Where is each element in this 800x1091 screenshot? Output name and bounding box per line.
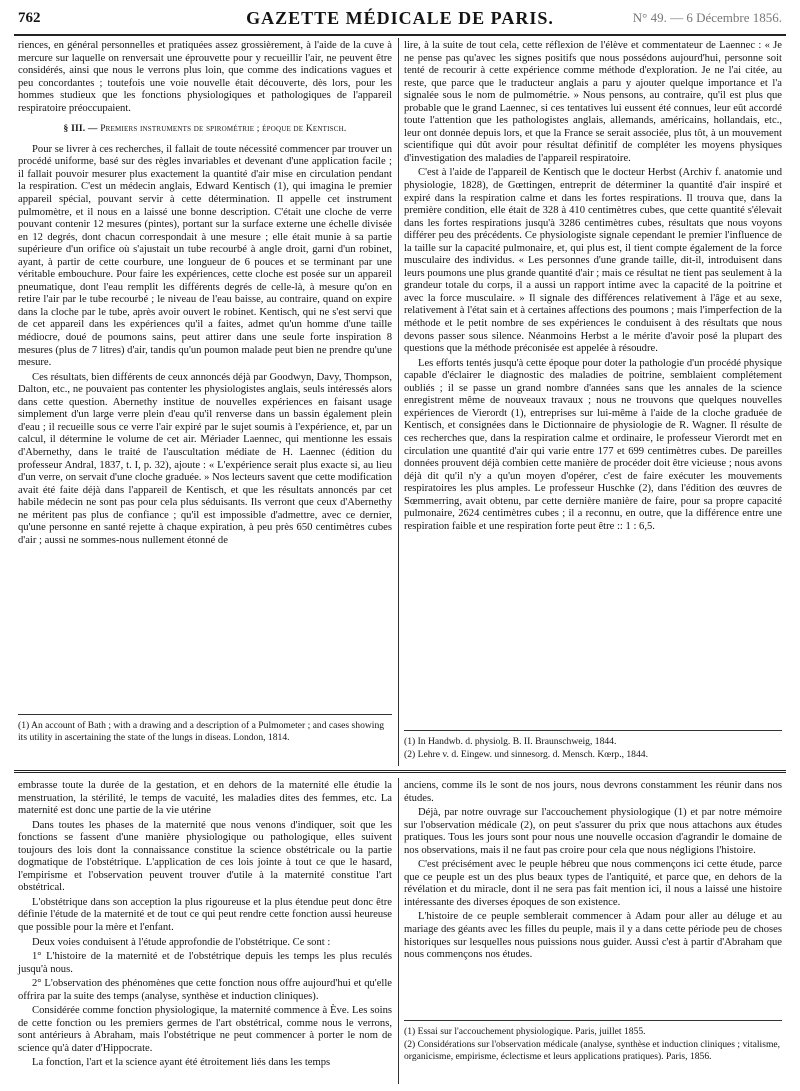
paragraph: Les efforts tentés jusqu'à cette époque pour doter la pathologie d'un procédé physique capable d'éclairer le diagnostic des maladies de poitrine, semblaient complétement oubliés ; il se passe un grand nombre d'années sans que les annales de la science enregistrent même de nouveaux travaux ; nous ne trouvons que quelques nouvelles expériences de Vierordt (1), entreprises sur lui-même à l'aide de la cloche graduée de Kentisch, et consignées dans le Dictionnaire de physiologie de R. Wagner. Il résulte de ces recherches que, dans la respiration calme et ordinaire, le professeur Vierordt met en circulation une quantité d'air qui varie entre 177 et 699 centimètres cubes. De pareilles données prouvent déjà combien cette manière de procéder doit être vicieuse ; nous avons déjà dit qu'il n'y a qu'un moyen d'opérer, c'est de faire exécuter les mouvements respiratoires les plus amples. Le professeur Huschke (2), dans l'édition des œuvres de Sœmmerring, avait obtenu, par cette dernière manière de faire, pour sa propre capacité pulmonaire, 2624 centimètres cubes ; il a reconnu, en outre, que la différence entre une respiration faible et une respiration forte peut être :: 1 : 6,5. [404, 357, 782, 532]
upper-left-footnotes [18, 714, 392, 745]
paragraph: L'histoire de ce peuple semblerait commencer à Adam pour aller au déluge et au mariage des géants avec les filles du peuple, mais il y a dans cette période peu de choses historiques sur lesquelles nous puissions nous guider. Aussi c'est à partir d'Abraham que nous commençons nos études. [404, 911, 782, 961]
paragraph: Ces résultats, bien différents de ceux annoncés déjà par Goodwyn, Davy, Thompson, Dalton, etc., ne pouvaient pas contenter les physiologistes anglais, seuls intéressés alors dans cette question. Abernethy institue de nouvelles expériences en faisant usage simplement d'un large verre plein d'eau qu'il renverse dans un bassin également plein d'eau ; il recueille sous ce verre l'air expiré par le sujet soumis à l'expérience, et, par un calcul, il détermine le volume de cet air. Mériader Laennec, qui mentionne les essais d'Abernethy, dans le traité de l'auscultation médiate de H. Laennec (édition du professeur Andral, 1837, t. I, p. 32), ajoute : « L'expérience serait plus exacte si, au lieu d'un verre, on servait d'une cloche graduée. » Nos lecteurs savent que cette modification avait été faite déjà dans l'appareil de Kentisch, et que les résultats annoncés par cet habile médecin ne sont pas pour cela plus séduisants. Ils verront que ceux d'Abernethy ne méritent pas plus de confiance ; qu'il est impossible d'admettre, avec ce dernier, qu'une personne en santé rejette à chaque expiration, à peu près 650 centimètres cubes d'air ; aussi ne sommes-nous nullement étonné de [18, 371, 392, 546]
paragraph: 1° L'histoire de la maternité et de l'obstétrique depuis les temps les plus reculés jusqu'à nous. [18, 951, 392, 975]
column-divider [398, 778, 399, 1084]
paragraph: anciens, comme ils le sont de nos jours, nous devrons constamment les réunir dans nos études. [404, 780, 782, 804]
footnote-rule [404, 730, 782, 731]
paragraph: riences, en général personnelles et pratiquées assez grossièrement, à l'aide de la cuve à mercure sur laquelle on renversait une éprouvette pour y recueillir l'air, ne peuvent être considérés, ainsi que nous le verrons plus loin, que comme des indications vagues et peu concordantes ; toutefois une voie nouvelle était découverte, dès lors, pour les hommes studieux que les fonctions physiologiques et pathologiques de l'appareil respiratoire préoccupaient. [18, 40, 392, 114]
footnote: (1) An account of Bath ; with a drawing and a description of a Pulmometer ; and cases showing its utility in ascertaining the state of the lungs in diseas. London, 1814. [18, 720, 385, 743]
page-header [18, 4, 782, 34]
journal-title: GAZETTE MÉDICALE DE PARIS. [246, 8, 554, 28]
upper-left-column [18, 40, 392, 710]
footnote-rule [18, 714, 392, 715]
paragraph: Dans toutes les phases de la maternité que nous venons d'indiquer, soit que les fonctions se fassent d'une manière physiologique ou pathologique, elles suivent toujours des lois dont la connaissance constitue la science obstétricale ou la partie dogmatique de l'obstétrique. L'application de ces lois jointe à tout ce que le hasard, l'empirisme et l'observation peuvent trouver d'utile à la maternité constitue l'art obstétrical. [18, 819, 392, 894]
footnote: (2) Considérations sur l'observation médicale (analyse, synthèse et induction cliniques ; vitalisme, organicisme, empirisme, éclectisme et leurs applications pratiques). Paris, 1856. [404, 1039, 781, 1062]
paragraph: 2° L'observation des phénomènes que cette fonction nous offre aujourd'hui et qu'elle offrira par la suite des temps (analyse, synthèse et induction cliniques). [18, 978, 392, 1002]
upper-right-column [404, 40, 782, 718]
lower-left-column [18, 780, 392, 1085]
paragraph: C'est précisément avec le peuple hébreu que nous commençons ici cette étude, parce que ce peuple est un des plus beaux types de l'antiquité, et parce que, en dehors de la révélation et du miracle, dont il ne sera pas fait mention ici, il nous a laissé une histoire intéressante des diverses époques de son existence. [404, 859, 782, 908]
column-divider [398, 38, 399, 766]
lower-right-footnotes [404, 1020, 782, 1064]
footnote: (1) In Handwb. d. physiolg. B. II. Braunschweig, 1844. [404, 736, 617, 747]
footnote: (2) Lehre v. d. Eingew. und sinnesorg. d. Mensch. Kœrp., 1844. [404, 749, 648, 760]
issue-mark: N° 49. — 6 Décembre 1856. [632, 10, 782, 25]
lower-right-column [404, 780, 782, 1010]
paragraph: Déjà, par notre ouvrage sur l'accouchement physiologique (1) et par notre mémoire sur l'observation médicale (2), on peut s'assurer du prix que nous attachons aux études pratiques. Tous les jours sont pour nous une nouvelle occasion d'agrandir le domaine de nos observations, mais il ne faut pas croire pour cela que nous négligions l'histoire. [404, 807, 782, 856]
paragraph: La fonction, l'art et la science ayant été étroitement liés dans les temps [32, 1057, 331, 1069]
footnote: (1) Essai sur l'accouchement physiologique. Paris, juillet 1855. [404, 1026, 646, 1037]
paragraph: embrasse toute la durée de la gestation, et en dehors de la maternité elle étudie la menstruation, la stérilité, le temps de vacuité, les maladies dites des femmes, etc. La maternité est donc une partie de la vie utérine [18, 780, 392, 817]
paragraph: C'est à l'aide de l'appareil de Kentisch que le docteur Herbst (Archiv f. anatomie und physiologie, 1828), de Gœttingen, entreprit de déterminer la quantité d'air inspiré et expiré dans la respiration calme et dans les fortes respirations. Il trouva que, dans la première condition, elle était de 328 à 410 centimètres cubes, que cette quantité s'élevait dans les fortes respirations jusqu'à 3286 centimètres cubes, résultats que nous voyons différer peu des précédents. Ce physiologiste signale cependant le premier l'influence de la taille sur la capacité pulmonaire, et, qui plus est, il tient compte également de la force musculaire des individus. « Les personnes d'une grande taille, dit-il, introduisent dans leurs poumons une plus grande quantité d'air ; mais ce résultat ne tient pas seulement à la grandeur totale du corps, il a aussi un rapport intime avec la capacité de la poitrine et avec la force musculaire. » Il signale des différences relativement à l'âge et au sexe, relativement à l'état sain et à certaines affections des poumons ; mais l'imperfection de la méthode et le petit nombre de ses expériences le conduisent à des résultats que nous devons passer sous silence. Néanmoins Herbst a le mérite d'avoir posé la plupart des questions que la méthode préconisée est appelée à résoudre. [404, 167, 782, 355]
page-number: 762 [18, 10, 41, 26]
footnote-rule [404, 1020, 782, 1021]
paragraph: lire, à la suite de tout cela, cette réflexion de l'élève et commentateur de Laennec : « Je ne pense pas qu'avec les signes positifs que nous possédons aujourd'hui, personne soit tenté de recourir à cette expérience comme méthode d'exploration. Je ne l'ai citée, au reste, que parce que le traducteur anglais a paru y ajouter quelque importance et l'a signalée sous le nom de pulmométrie. » Nous pensons, au contraire, qu'il est plus que probable que le grand Laennec, si ces tentatives lui eussent été connues, leur eût accordé toute l'attention que les pathologistes anglais, allemands, américains, hollandais, etc., leur ont donnée depuis lors, et que la France se serait associée, plus tôt, à un mouvement scientifique qui dût avoir pour résultat définitif de compléter les moyens physiques d'investigation des maladies de l'appareil respiratoire. [404, 40, 782, 164]
header-rule [14, 34, 786, 36]
section-number: § III. — [63, 124, 98, 135]
paragraph: Deux voies conduisent à l'étude approfondie de l'obstétrique. Ce sont : [32, 936, 331, 948]
section-heading [18, 123, 392, 136]
paragraph: L'obstétrique dans son acception la plus rigoureuse et la plus étendue peut donc être définie l'étude de la maternité et de tout ce qui peut rendre cette fonction aussi heureuse que possible pour la mère et l'enfant. [18, 896, 392, 934]
upper-right-footnotes [404, 730, 782, 762]
paragraph: Considérée comme fonction physiologique, la maternité commence à Ève. Les soins de cette fonction ou les premiers germes de l'art obstétrical, comme nous le verrons, sont antérieurs à Abraham, mais l'obstétrique ne peut commencer à porter le nom de science qu'à dater d'Hippocrate. [18, 1005, 392, 1054]
paragraph: Pour se livrer à ces recherches, il fallait de toute nécessité commencer par trouver un procédé uniforme, basé sur des règles invariables et devenant d'une application facile ; il fallait pouvoir mesurer plus exactement la quantité d'air mise en circulation pendant la respiration. C'est un médecin anglais, Edward Kentisch (1), qui imagina le premier appareil spécial, pouvant servir à cette détermination. Il appelle cet instrument pulmomètre, et il nous en a laissé une bonne description. C'était une cloche de verre pouvant contenir 12 mesures (pintes), portant sur la surface externe une échelle divisée en 12 degrés, dont chacun correspondait à une mesure ; elle était munie à sa partie supérieure d'un orifice où s'ajustait un tube recourbé à angle droit, garni d'un robinet, ayant, à partir de cette courbure, une longueur de 6 pouces et se terminant par une véritable embouchure. Pour faire les expériences, cette cloche est posée sur un appareil pneumatique, dont l'eau remplit les différents degrés de celle-là, à mesure qu'on en retire l'air par le tube recourbé ; le niveau de l'eau baisse, au contraire, quand on expire dans la cloche par le tube, après avoir ouvert le robinet. Kentisch, qui ne s'est servi que de cet appareil dans les expériences qu'il a faites, admet qu'un homme d'une taille médiocre, doué de poumons sains, peut attirer dans une seule forte inspiration 8 mesures (plus de 7 litres) d'air, tandis qu'un poumon malade peut bien ne prendre qu'une mesure. [18, 143, 392, 369]
section-title: Premiers instruments de spirométrie ; époque de Kentisch. [100, 124, 347, 135]
article-separator [14, 770, 786, 773]
